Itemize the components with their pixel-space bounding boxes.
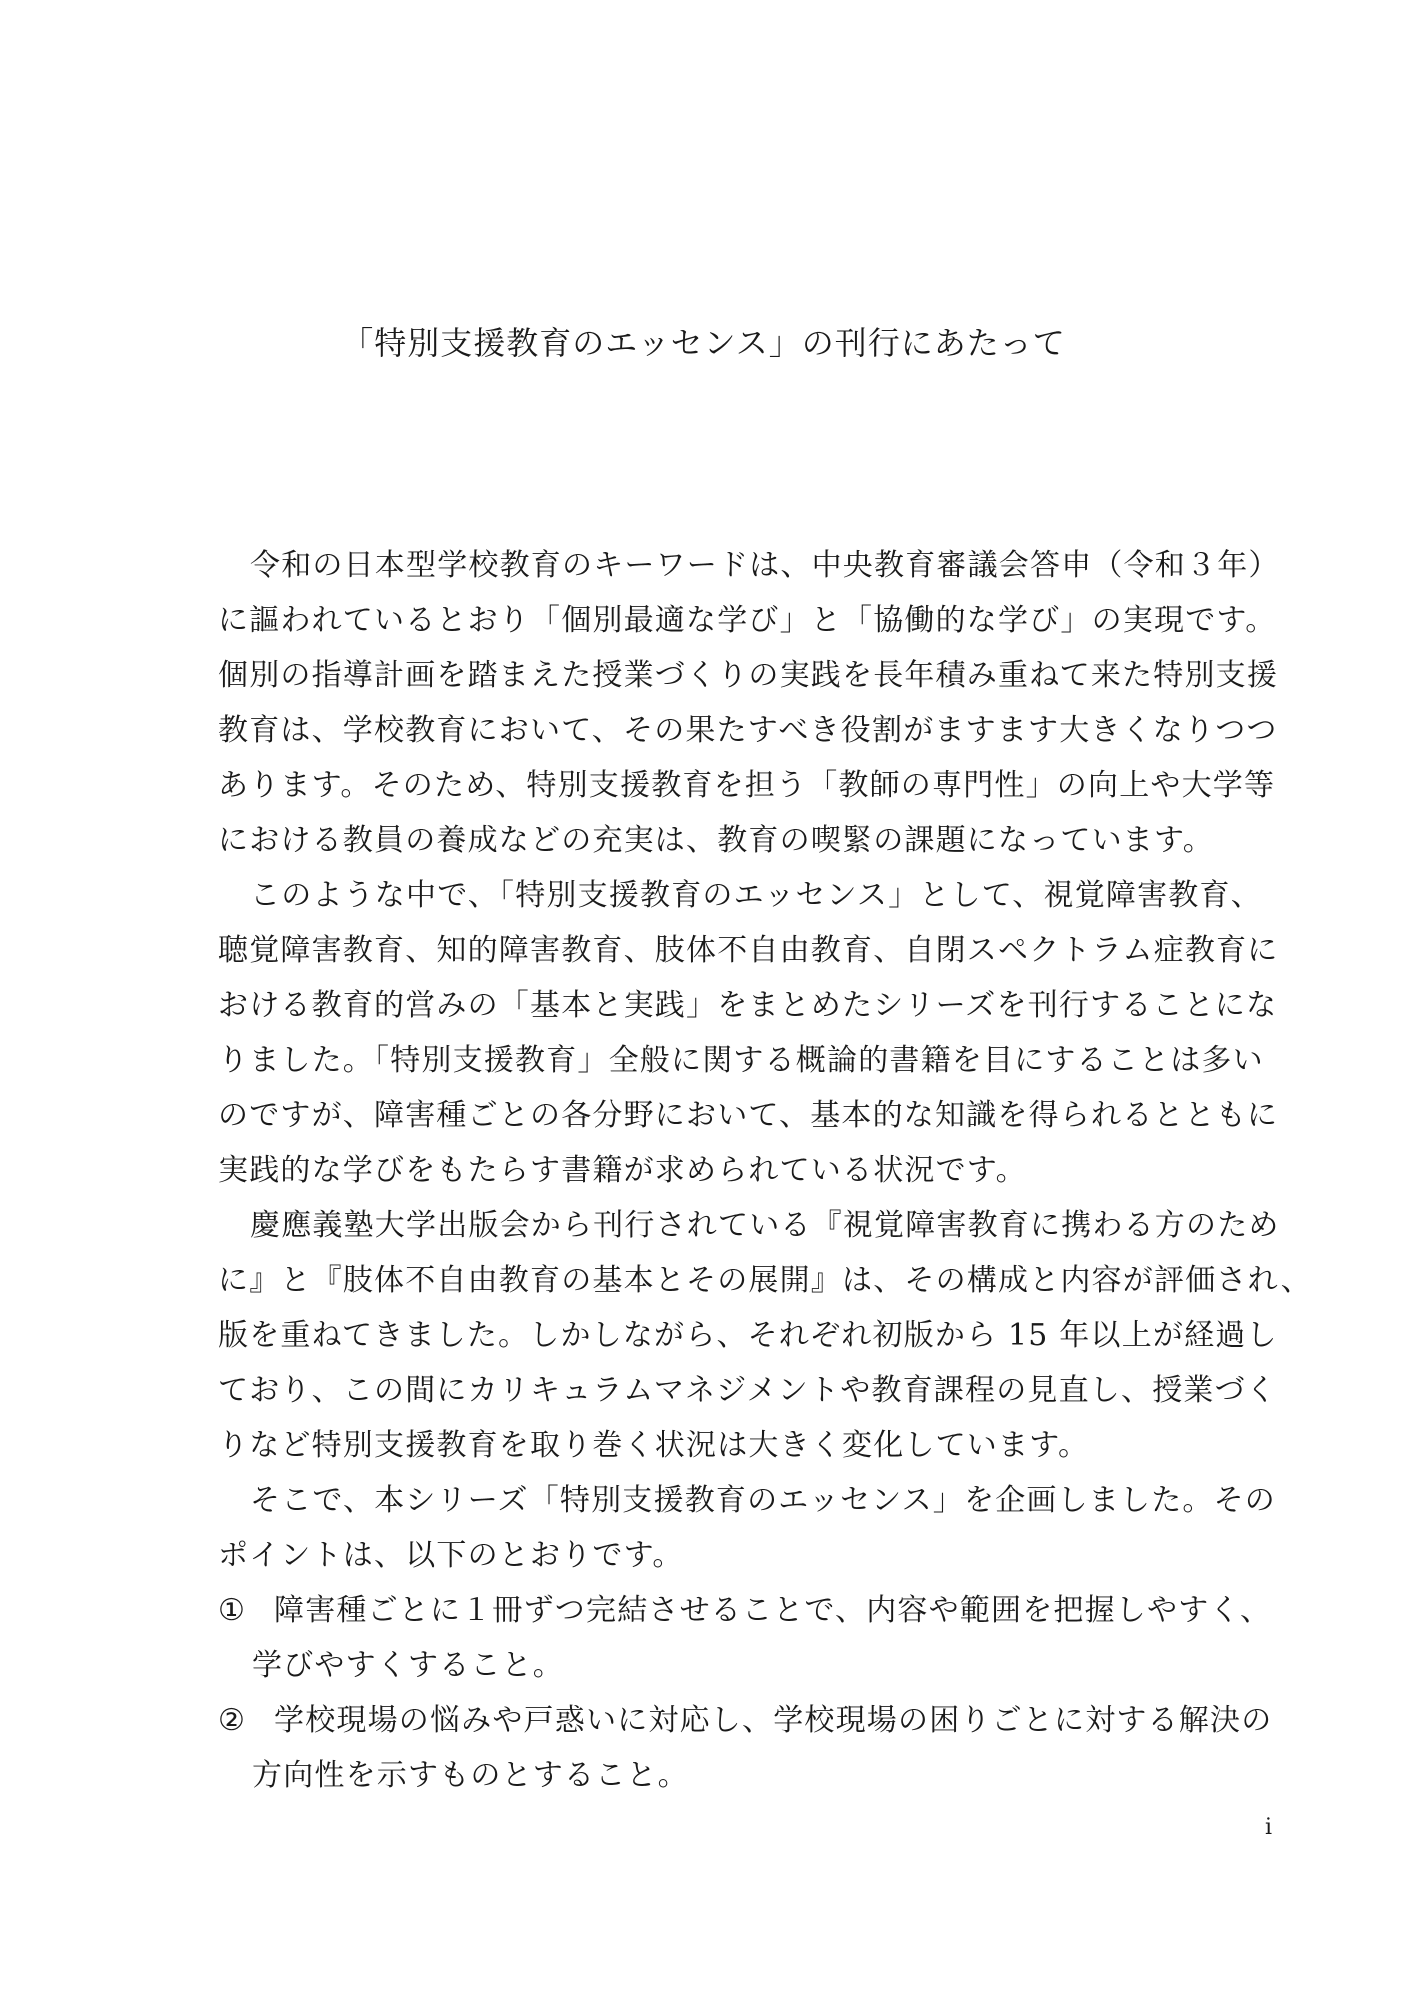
paragraph-2-line: 聴覚障害教育、知的障害教育、肢体不自由教育、自閉スペクトラム症教育に bbox=[218, 933, 1279, 968]
page-title: 「特別支援教育のエッセンス」の刊行にあたって bbox=[341, 324, 1066, 362]
list-item-continuation: 方向性を示すものとすること。 bbox=[252, 1758, 689, 1793]
paragraph-1-line: 教育は、学校教育において、その果たすべき役割がますます大きくなりつつ bbox=[218, 713, 1278, 748]
paragraph-2-line: のですが、障害種ごとの各分野において、基本的な知識を得られるとともに bbox=[218, 1098, 1279, 1133]
paragraph-1-line: における教員の養成などの充実は、教育の喫緊の課題になっています。 bbox=[218, 823, 1214, 858]
paragraph-2-line: りました。「特別支援教育」全般に関する概論的書籍を目にすることは多い bbox=[218, 1043, 1264, 1078]
paragraph-3-line: 版を重ねてきました。しかしながら、それぞれ初版から 15 年以上が経過し bbox=[218, 1318, 1278, 1353]
paragraph-1-line: 令和の日本型学校教育のキーワードは、中央教育審議会答申（令和３年） bbox=[250, 548, 1280, 583]
paragraph-2-line: 実践的な学びをもたらす書籍が求められている状況です。 bbox=[218, 1153, 1027, 1188]
list-marker: ② bbox=[218, 1703, 247, 1738]
paragraph-4-line: そこで、本シリーズ「特別支援教育のエッセンス」を企画しました。その bbox=[250, 1483, 1276, 1518]
paragraph-1-line: 個別の指導計画を踏まえた授業づくりの実践を長年積み重ねて来た特別支援 bbox=[218, 658, 1279, 693]
list-item bbox=[218, 1693, 1273, 1748]
paragraph-4-line: ポイントは、以下のとおりです。 bbox=[218, 1538, 684, 1573]
paragraph-3-line: りなど特別支援教育を取り巻く状況は大きく変化しています。 bbox=[218, 1428, 1090, 1463]
paragraph-1-line: に謳われているとおり「個別最適な学び」と「協働的な学び」の実現です。 bbox=[218, 603, 1277, 638]
paragraph-3-line: ており、この間にカリキュラムマネジメントや教育課程の見直し、授業づく bbox=[218, 1373, 1277, 1408]
paragraph-3-line: に』と『肢体不自由教育の基本とその展開』は、その構成と内容が評価され、 bbox=[218, 1263, 1312, 1298]
body-text bbox=[218, 538, 1312, 1803]
list-marker: ① bbox=[218, 1593, 247, 1628]
list-item bbox=[218, 1583, 1272, 1638]
paragraph-2-line: おける教育的営みの「基本と実践」をまとめたシリーズを刊行することにな bbox=[218, 988, 1278, 1023]
list-item-continuation: 学びやすくすること。 bbox=[252, 1648, 564, 1683]
paragraph-2-line: このような中で、「特別支援教育のエッセンス」として、視覚障害教育、 bbox=[250, 878, 1262, 913]
list-item-text: 障害種ごとに１冊ずつ完結させることで、内容や範囲を把握しやすく、 bbox=[274, 1593, 1272, 1628]
paragraph-1-line: あります。そのため、特別支援教育を担う「教師の専門性」の向上や大学等 bbox=[218, 768, 1276, 803]
list-item-text: 学校現場の悩みや戸惑いに対応し、学校現場の困りごとに対する解決の bbox=[274, 1703, 1273, 1738]
paragraph-3-line: 慶應義塾大学出版会から刊行されている『視覚障害教育に携わる方のため bbox=[250, 1208, 1280, 1243]
page-number: i bbox=[1265, 1815, 1273, 1840]
